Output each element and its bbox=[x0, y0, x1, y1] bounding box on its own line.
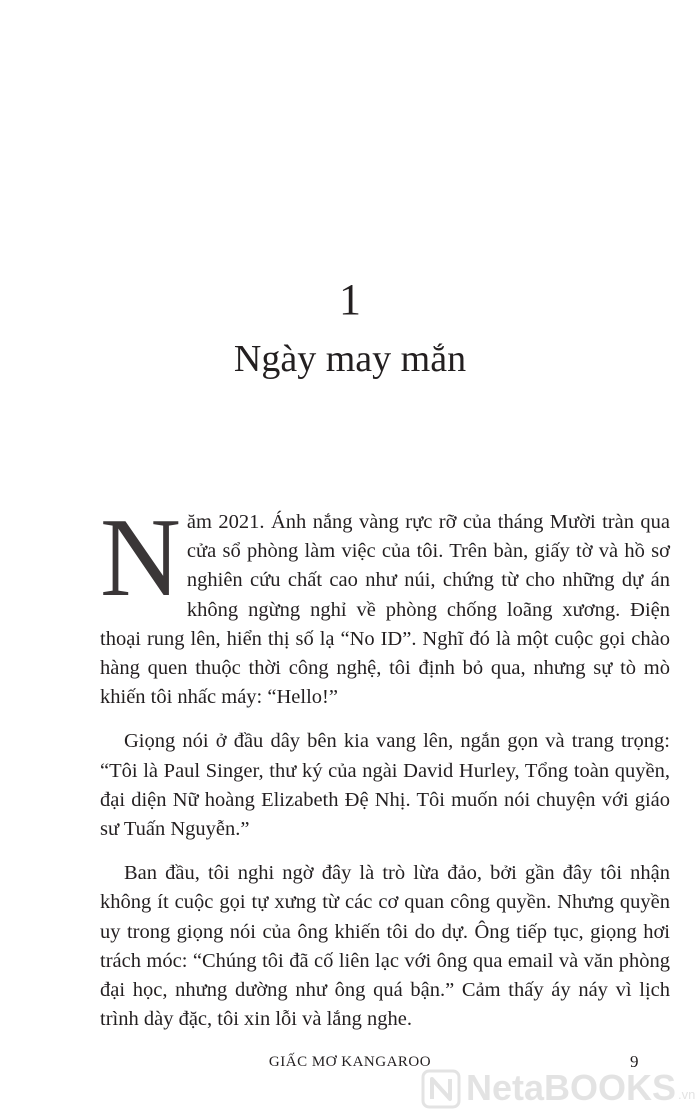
running-footer-title: GIẤC MƠ KANGAROO bbox=[268, 1054, 432, 1070]
watermark-suffix: .vn bbox=[678, 1087, 696, 1102]
watermark bbox=[420, 1062, 695, 1110]
paragraph-3: Ban đầu, tôi nghi ngờ đây là trò lừa đảo, bởi gần đây tôi nhận không ít cuộc gọi tự xưng từ các cơ quan công quyền. Nhưng quyền uy trong giọng nói của ông khiến tôi do dự. Ông tiếp tục, giọng hơi trách móc: “Chúng tôi đã cố liên lạc với ông qua email và văn phòng đại học, nhưng dường như ông quá bận.” Cảm thấy áy náy vì lịch trình dày đặc, tôi xin lỗi và lắng nghe. bbox=[100, 862, 670, 1031]
drop-cap: N bbox=[100, 496, 181, 620]
chapter-number: 1 bbox=[339, 275, 361, 324]
paragraph-2: Giọng nói ở đầu dây bên kia vang lên, ngắn gọn và trang trọng: “Tôi là Paul Singer, thư ký của ngài David Hurley, Tổng toàn quyền, đại diện Nữ hoàng Elizabeth Đệ Nhị. Tôi muốn nói chuyện với giáo sư Tuấn Nguyễn.” bbox=[100, 730, 670, 841]
paragraph-1-text: ăm 2021. Ánh nắng vàng rực rỡ của tháng Mười tràn qua cửa sổ phòng làm việc của tôi. Trên bàn, giấy tờ và hồ sơ nghiên cứu chất cao như núi, chứng từ cho những dự án không ngừng nghỉ về phòng chống loãng xương. Điện thoại rung lên, hiển thị số lạ “No ID”. Nghĩ đó là một cuộc gọi chào hàng quen thuộc thời công nghệ, tôi định bỏ qua, nhưng sự tò mò khiến tôi nhấc máy: “Hello!” bbox=[100, 511, 670, 709]
page-number: 9 bbox=[630, 1052, 639, 1071]
chapter-body bbox=[100, 496, 670, 1049]
paragraph-1 bbox=[100, 496, 670, 712]
book-logo-icon bbox=[420, 1068, 462, 1110]
watermark-brand: NetaBOOKS bbox=[466, 1067, 677, 1108]
chapter-title: Ngày may mắn bbox=[233, 338, 467, 380]
